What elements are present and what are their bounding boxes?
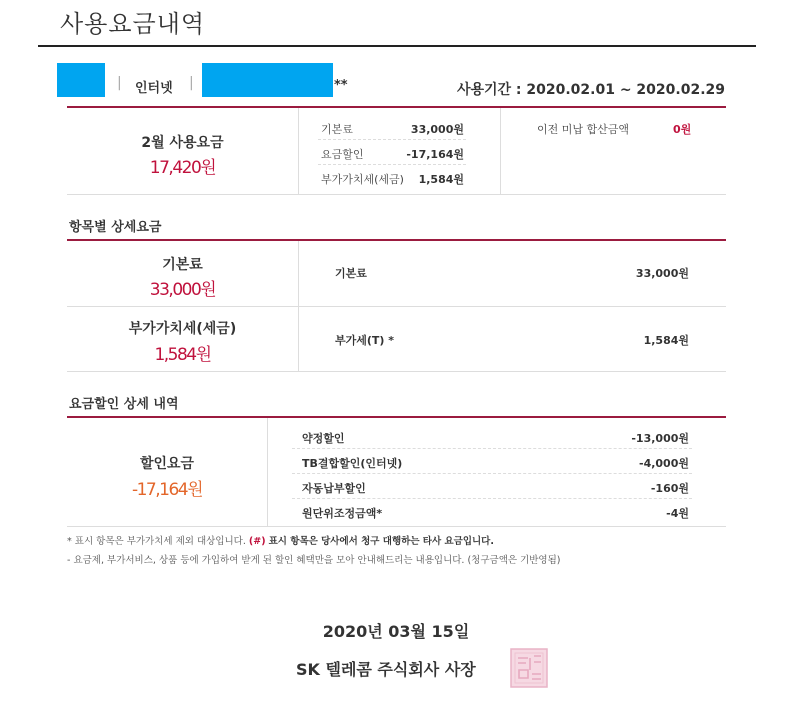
section-title: 요금할인 상세 내역 [69, 397, 179, 412]
row-divider [67, 306, 726, 307]
company-signature: SK 텔레콤 주식회사 사장 [296, 660, 476, 679]
section-bottom-rule [67, 526, 726, 527]
discount-row-value: -4,000원 [639, 457, 689, 470]
detail-row-label: 기본료 [335, 267, 367, 280]
dashed-divider [292, 498, 692, 499]
summary-row-value: 1,584원 [418, 173, 464, 186]
footnote-1-text: * 표시 항목은 부가가치세 제외 대상입니다. [67, 536, 246, 547]
section-bottom-rule [67, 371, 726, 372]
summary-row-label: 부가가치세(세금) [321, 173, 404, 186]
discount-row-label: 자동납부할인 [302, 482, 366, 495]
summary-row-label: 기본료 [321, 123, 353, 136]
divider [500, 108, 501, 194]
footnote-1 [67, 533, 494, 547]
dashed-divider [292, 473, 692, 474]
dashed-divider [292, 448, 692, 449]
detail-row-value: 33,000원 [635, 267, 689, 280]
summary-top-rule [67, 106, 726, 108]
footnote-1-mark: (#) [248, 536, 266, 547]
discount-row-value: -160원 [650, 482, 689, 495]
redacted-block [57, 63, 105, 97]
section-rule [67, 239, 726, 241]
month-title: 2월 사용요금 [141, 135, 224, 151]
discount-title: 할인요금 [139, 456, 195, 472]
summary-row-value: -17,164원 [406, 148, 464, 161]
group-title: 기본료 [162, 257, 203, 273]
group-total: 1,584원 [154, 345, 211, 365]
divider [298, 108, 299, 194]
usage-period: 사용기간 : 2020.02.01 ~ 2020.02.29 [456, 82, 725, 98]
footnote-1-text-bold: 표시 항목은 당사에서 청구 대행하는 타사 요금입니다. [268, 536, 494, 547]
discount-total: -17,164원 [131, 480, 203, 500]
separator: | [117, 75, 122, 91]
summary-bottom-rule [67, 194, 726, 195]
footnote-2: - 요금제, 부가서비스, 상품 등에 가입하여 받게 된 할인 혜택만을 모아 안내해드리는 내용입니다. (청구금액은 기반영됨) [67, 555, 561, 566]
detail-row-label: 부가세(T) * [335, 334, 395, 347]
company-seal-stamp [510, 648, 548, 688]
detail-row-value: 1,584원 [643, 334, 689, 347]
discount-row-value: -13,000원 [631, 432, 689, 445]
month-total: 17,420원 [149, 158, 216, 178]
service-label: 인터넷 [135, 81, 173, 96]
dashed-divider [318, 164, 466, 165]
discount-row-value: -4원 [666, 507, 689, 520]
summary-row-label: 요금할인 [321, 148, 364, 161]
separator: | [189, 75, 194, 91]
divider [267, 418, 268, 526]
group-title: 부가가치세(세금) [128, 321, 237, 337]
page-title: 사용요금내역 [60, 10, 206, 38]
redacted-block [202, 63, 333, 97]
section-title: 항목별 상세요금 [69, 220, 162, 235]
group-total: 33,000원 [149, 280, 216, 300]
discount-row-label: 약정할인 [302, 432, 345, 445]
masked-suffix: ** [334, 78, 348, 93]
issue-date: 2020년 03월 15일 [322, 622, 470, 641]
dashed-divider [318, 139, 466, 140]
discount-row-label: 원단위조정금액* [302, 507, 383, 520]
section-rule [67, 416, 726, 418]
prev-unpaid-label: 이전 미납 합산금액 [537, 123, 630, 136]
summary-row-value: 33,000원 [410, 123, 464, 136]
discount-row-label: TB결합할인(인터넷) [302, 457, 403, 470]
title-divider [38, 45, 756, 47]
prev-unpaid-value: 0원 [673, 123, 692, 136]
